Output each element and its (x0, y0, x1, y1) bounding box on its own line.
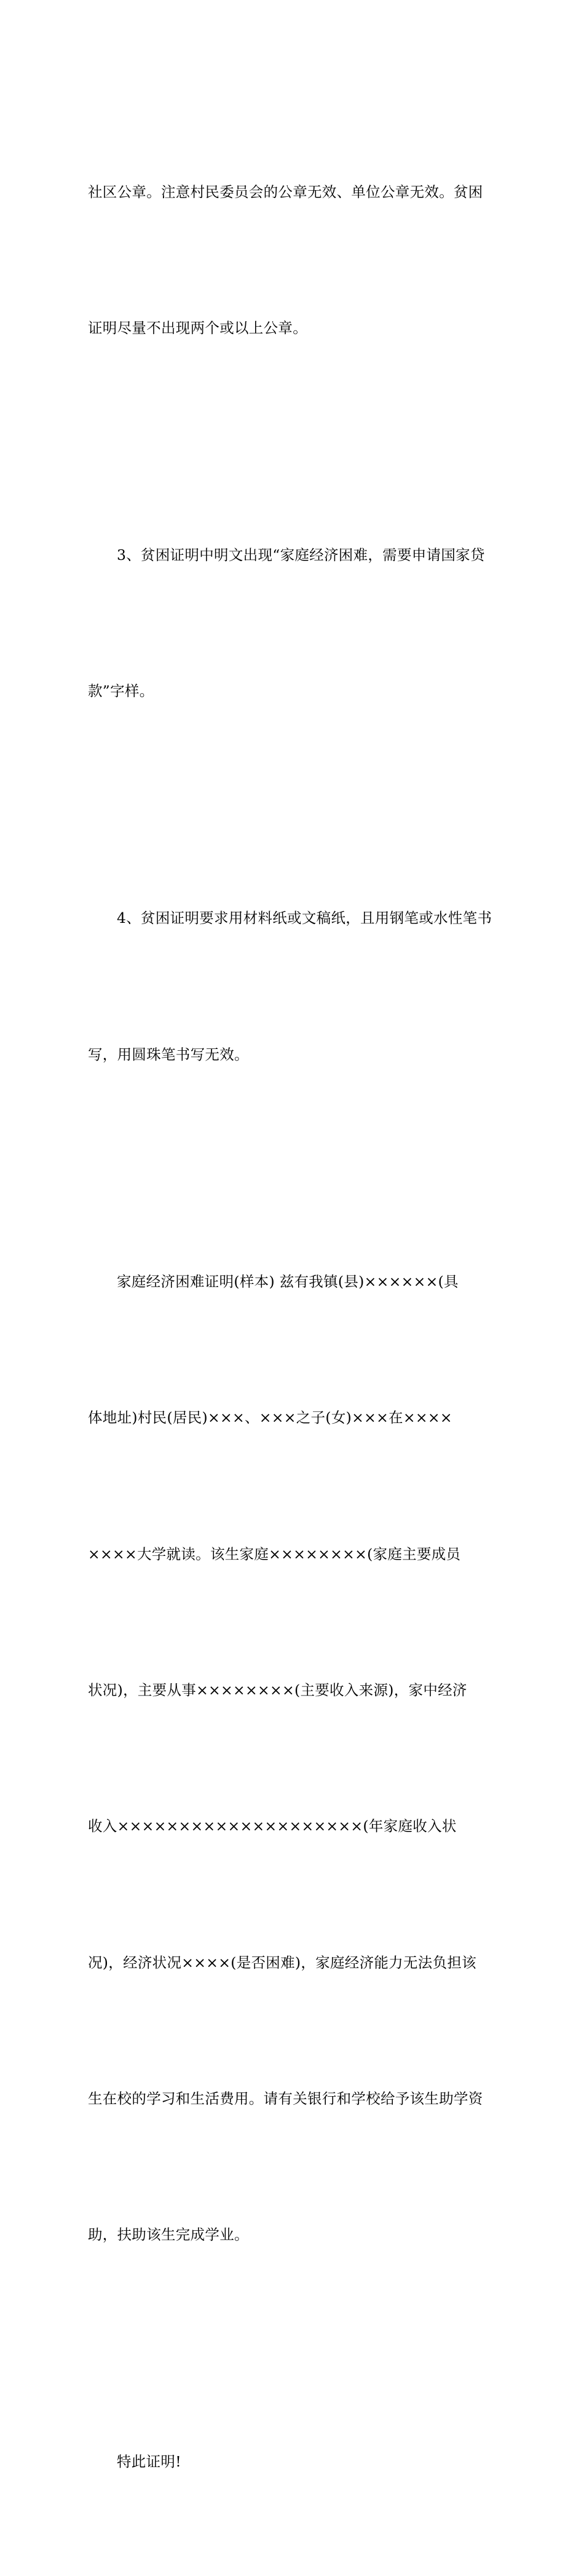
text-line: 款”字样。 (88, 682, 154, 700)
text-line: 收入××××××××××××××××××××(年家庭收入状 (88, 1817, 457, 1835)
text-line: 4、贫困证明要求用材料纸或文稿纸，且用钢笔或水性笔书 (117, 909, 492, 927)
text-line: 证明尽量不出现两个或以上公章。 (88, 319, 307, 337)
text-line: 况)，经济状况××××(是否困难)，家庭经济能力无法负担该 (88, 1953, 476, 1971)
document-body (88, 79, 498, 2576)
text-line: 体地址)村民(居民)×××、×××之子(女)×××在×××× (88, 1409, 452, 1427)
paragraph-certificate-sample (88, 1168, 498, 2349)
text-line: 特此证明! (117, 2453, 181, 2471)
paragraph-item-3 (88, 442, 498, 805)
text-line: 状况)，主要从事××××××××(主要收入来源)，家中经济 (88, 1681, 467, 1699)
paragraph-item-4 (88, 805, 498, 1168)
text-line: ××××大学就读。该生家庭××××××××(家庭主要成员 (88, 1545, 461, 1563)
text-line: 社区公章。注意村民委员会的公章无效、单位公章无效。贫困 (88, 183, 483, 201)
text-line: 生在校的学习和生活费用。请有关银行和学校给予该生助学资 (88, 2090, 483, 2108)
text-line: 助，扶助该生完成学业。 (88, 2226, 249, 2244)
text-line: 3、贫困证明中明文出现“家庭经济困难，需要申请国家贷 (117, 546, 485, 564)
text-line: 家庭经济困难证明(样本) 兹有我镇(县)××××××(具 (117, 1272, 459, 1290)
text-line: 写，用圆珠笔书写无效。 (88, 1045, 249, 1063)
paragraph-seal-requirement-continued (88, 79, 498, 442)
paragraph-closing (88, 2349, 498, 2576)
